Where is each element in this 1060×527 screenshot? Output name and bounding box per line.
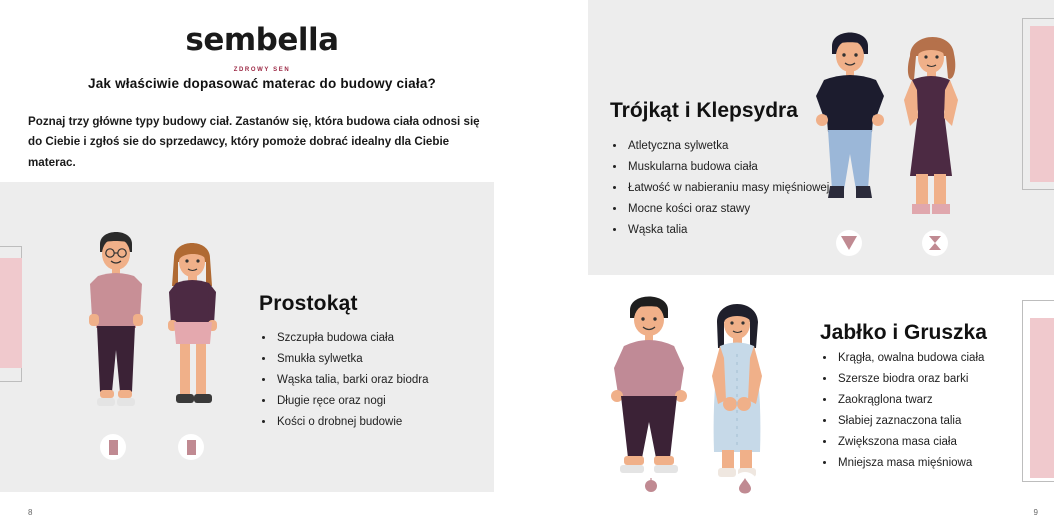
intro-paragraph: Poznaj trzy główne typy budowy ciał. Zastanów się, która budowa ciała odnosi się do Ciebie i zgłoś sie do sprzedawcy, który pomoże dobrać idealny dla Ciebie materac.: [28, 115, 480, 169]
list-item: • Łatwość w nabieraniu masy mięśniowej: [626, 178, 829, 199]
page-title: Jak właściwie dopasować materac do budowy ciała?: [88, 76, 436, 91]
slide-1: [0, 0, 524, 527]
list-item: • Zaokrąglona twarz: [836, 390, 984, 411]
rectangle-shape-icon: [187, 440, 196, 455]
bullet-list-trojkat-klepsydra: [610, 136, 829, 241]
badge-rectangle-1: [100, 434, 126, 460]
list-item: • Słabiej zaznaczona talia: [836, 411, 984, 432]
list-item: • Mocne kości oraz stawy: [626, 199, 829, 220]
brand-logo: [0, 22, 524, 76]
section-heading-prostokat: Prostokąt: [259, 292, 358, 315]
list-item: • Kości o drobnej budowie: [275, 412, 428, 433]
brand-tagline: ZDROWY SEN: [233, 67, 291, 73]
illustration-hourglass-female: [896, 26, 970, 222]
badge-apple: [638, 472, 664, 498]
list-item: • Długie ręce oraz nogi: [275, 391, 428, 412]
badge-triangle: [836, 230, 862, 256]
illustration-triangle-male: [810, 22, 890, 222]
list-item: • Wąska talia, barki oraz biodra: [275, 370, 428, 391]
hourglass-shape-icon: [928, 235, 942, 251]
badge-rectangle-2: [178, 434, 204, 460]
list-item: • Wąska talia: [626, 220, 829, 241]
section-heading-trojkat-klepsydra: Trójkąt i Klepsydra: [610, 99, 798, 122]
brand-name: sembella: [185, 22, 339, 58]
section-heading-jablko-gruszka: Jabłko i Gruszka: [820, 321, 987, 344]
page-number: 9: [1033, 508, 1038, 517]
slide-3-pink-bar: [1030, 318, 1054, 478]
slide-2: [530, 0, 1054, 527]
slide-1-pink-bar: [0, 258, 22, 368]
slide-2-pink-bar: [1030, 26, 1054, 182]
illustration-slim-female: [160, 232, 226, 424]
pear-shape-icon: [738, 477, 752, 494]
illustration-slim-male: [80, 222, 152, 422]
bullet-list-jablko-gruszka: [820, 348, 984, 474]
list-item: • Szersze biodra oraz barki: [836, 369, 984, 390]
list-item: • Szczupła budowa ciała: [275, 328, 428, 349]
list-item: • Zwiększona masa ciała: [836, 432, 984, 453]
list-item: • Muskularna budowa ciała: [626, 157, 829, 178]
rectangle-shape-icon: [109, 440, 118, 455]
illustration-pear-female: [702, 292, 776, 484]
list-item: • Atletyczna sylwetka: [626, 136, 829, 157]
list-item: • Mniejsza masa mięśniowa: [836, 453, 984, 474]
illustration-apple-male: [608, 286, 692, 484]
apple-shape-icon: [643, 477, 659, 493]
page-number: 8: [28, 508, 33, 517]
badge-hourglass: [922, 230, 948, 256]
list-item: • Smukła sylwetka: [275, 349, 428, 370]
bullet-list-prostokat: [259, 328, 428, 433]
badge-pear: [732, 472, 758, 498]
triangle-shape-icon: [841, 236, 857, 250]
list-item: • Krągła, owalna budowa ciała: [836, 348, 984, 369]
